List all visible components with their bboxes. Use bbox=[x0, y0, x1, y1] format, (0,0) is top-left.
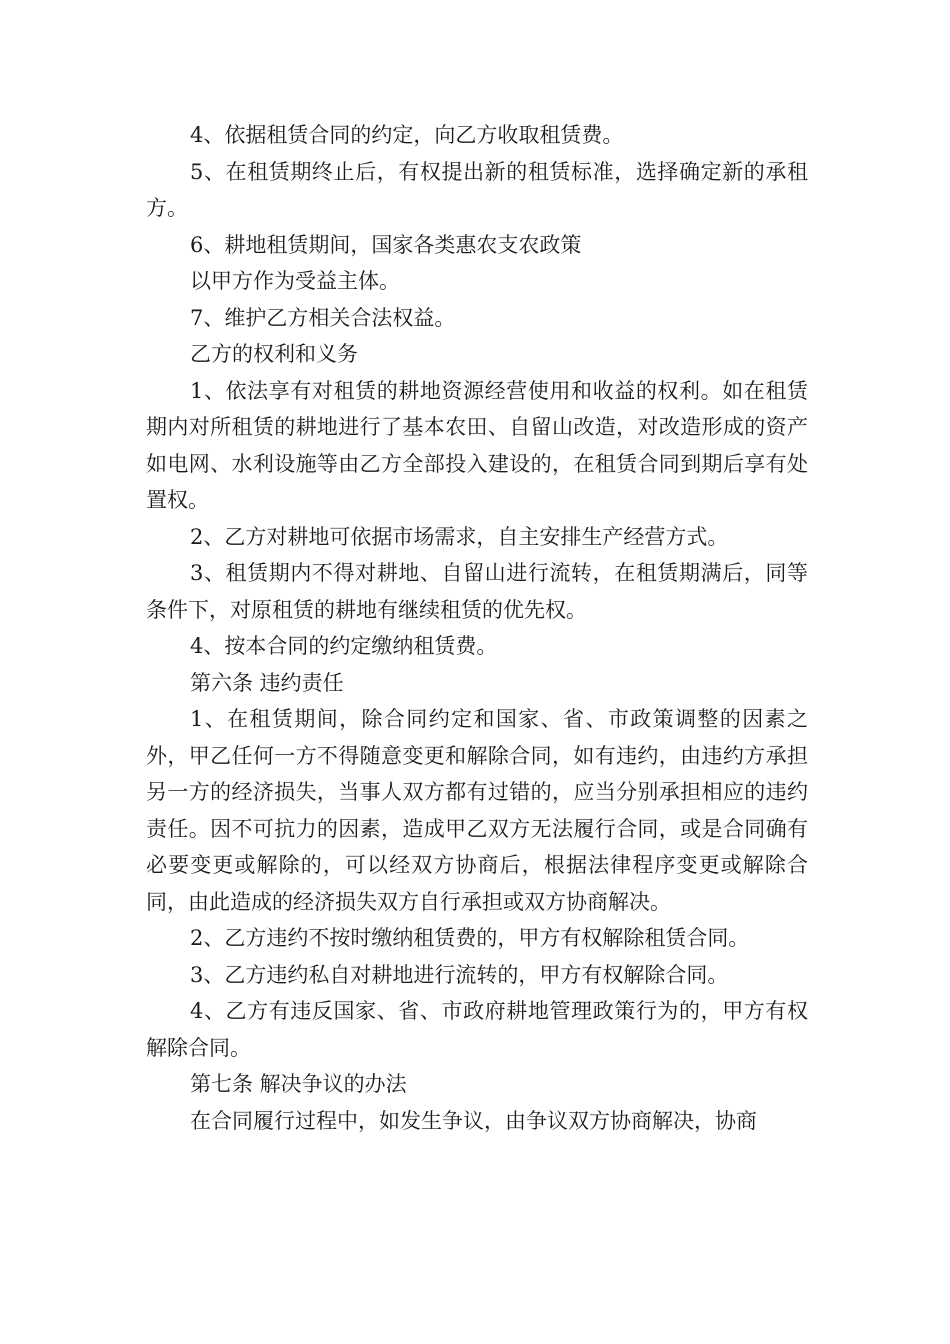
section-heading-article-6: 第六条 违约责任 bbox=[190, 670, 344, 695]
paragraph-lessee-right-1: 1、依法享有对租赁的耕地资源经营使用和收益的权利。如在租赁期内对所租赁的耕地进行了基本农田、自留山改造，对改造形成的资产如电网、水利设施等由乙方全部投入建设的，在租赁合同到期后享有处置权。 bbox=[146, 378, 808, 512]
paragraph-lessor-right-4: 4、依据租赁合同的约定，向乙方收取租赁费。 bbox=[190, 123, 624, 147]
paragraph-breach-4: 4、乙方有违反国家、省、市政府耕地管理政策行为的，甲方有权解除合同。 bbox=[146, 999, 808, 1060]
paragraph-lessor-right-6: 6、耕地租赁期间，国家各类惠农支农政策 bbox=[190, 232, 582, 257]
paragraph-lessor-right-6-cont: 以甲方作为受益主体。 bbox=[190, 269, 400, 293]
paragraph-lessee-right-2: 2、乙方对耕地可依据市场需求，自主安排生产经营方式。 bbox=[190, 524, 729, 549]
paragraph-dispute-resolution: 在合同履行过程中，如发生争议，由争议双方协商解决，协商 bbox=[190, 1108, 757, 1133]
paragraph-lessee-right-3: 3、租赁期内不得对耕地、自留山进行流转，在租赁期满后，同等条件下，对原租赁的耕地有继续租赁的优先权。 bbox=[146, 561, 808, 622]
paragraph-breach-3: 3、乙方违约私自对耕地进行流转的，甲方有权解除合同。 bbox=[190, 962, 729, 987]
section-heading-article-7: 第七条 解决争议的办法 bbox=[190, 1072, 407, 1096]
paragraph-lessor-right-7: 7、维护乙方相关合法权益。 bbox=[190, 305, 456, 330]
section-heading-lessee-rights: 乙方的权利和义务 bbox=[190, 342, 358, 366]
paragraph-breach-1: 1、在租赁期间，除合同约定和国家、省、市政策调整的因素之外，甲乙任何一方不得随意变更和解除合同，如有违约，由违约方承担另一方的经济损失，当事人双方都有过错的，应当分别承担相应的违约责任。因不可抗力的因素，造成甲乙双方无法履行合同，或是合同确有必要变更或解除的，可以经双方协商后，根据法律程序变更或解除合同，由此造成的经济损失双方自行承担或双方协商解决。 bbox=[146, 707, 808, 914]
paragraph-lessor-right-5: 5、在租赁期终止后，有权提出新的租赁标准，选择确定新的承租方。 bbox=[146, 159, 808, 220]
paragraph-breach-2: 2、乙方违约不按时缴纳租赁费的，甲方有权解除租赁合同。 bbox=[190, 926, 750, 950]
paragraph-lessee-right-4: 4、按本合同的约定缴纳租赁费。 bbox=[190, 634, 498, 658]
